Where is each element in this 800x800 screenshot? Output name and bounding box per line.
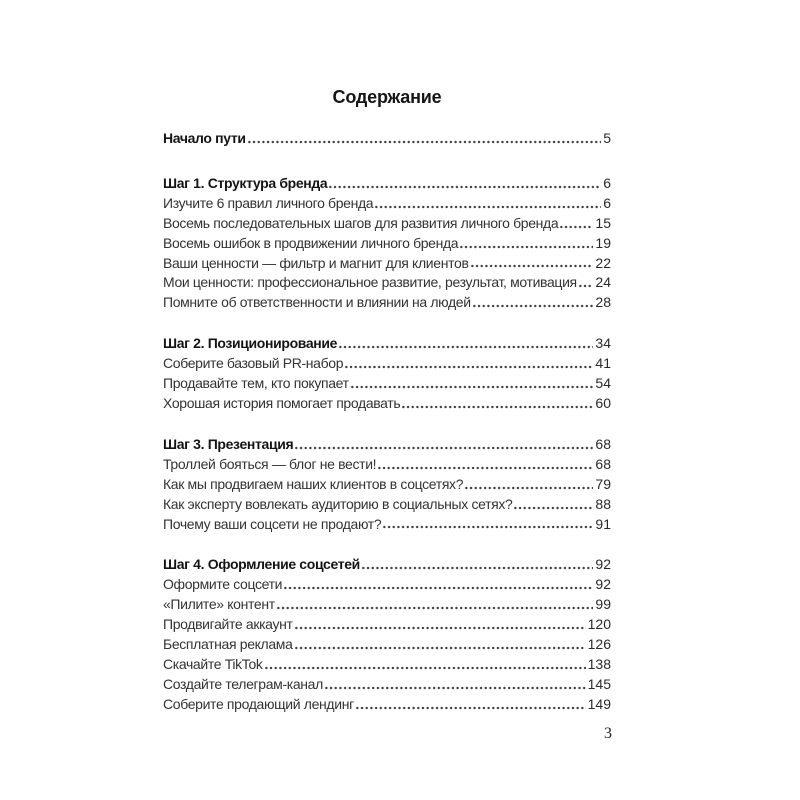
toc-entry <box>163 635 611 655</box>
dot-leader <box>350 374 594 394</box>
toc-entry-page: 6 <box>603 174 611 191</box>
dot-leader <box>459 234 593 254</box>
toc-entry-label: Мои ценности: профессиональное развитие, результат, мотивация <box>163 274 577 291</box>
dot-leader <box>294 635 586 655</box>
toc-entry-page: 68 <box>595 435 611 452</box>
toc-entry <box>163 515 611 535</box>
toc-entry <box>163 615 611 635</box>
toc-entry-page: 54 <box>595 375 611 392</box>
toc-entry <box>163 675 611 695</box>
toc-entry-page: 120 <box>587 616 611 633</box>
dot-leader <box>472 293 594 313</box>
toc-entry-label: Как мы продвигаем наших клиентов в соцсетях? <box>163 475 464 492</box>
dot-leader <box>324 675 586 695</box>
toc-entry-page: 92 <box>595 556 611 573</box>
toc-entry-label: Шаг 2. Позиционирование <box>163 335 338 352</box>
toc-entry-label: «Пилите» контент <box>163 596 275 613</box>
dot-leader <box>247 129 602 149</box>
dot-leader <box>338 334 593 354</box>
toc-entry-page: 41 <box>595 355 611 372</box>
toc-entry-label: Продавайте тем, кто покупает <box>163 375 349 392</box>
page-title: Содержание <box>332 87 442 107</box>
toc-entry-page: 138 <box>587 655 611 672</box>
toc-entry-page: 145 <box>587 675 611 692</box>
toc-entry-page: 99 <box>595 596 611 613</box>
dot-leader <box>283 575 593 595</box>
toc-section <box>163 129 611 149</box>
dot-leader <box>344 354 593 374</box>
toc-entry-label: Скачайте TikTok <box>163 655 263 672</box>
dot-leader <box>559 214 593 234</box>
toc-section <box>163 334 611 414</box>
toc-entry-label: Оформите соцсети <box>163 576 283 593</box>
toc-entry-page: 149 <box>587 695 611 712</box>
toc-entry-page: 79 <box>595 475 611 492</box>
toc-entry <box>163 334 611 354</box>
dot-leader <box>578 273 594 293</box>
toc-entry-page: 19 <box>595 234 611 251</box>
toc-entry-label: Как эксперту вовлекать аудиторию в социальных сетях? <box>163 495 513 512</box>
toc-entry <box>163 273 611 293</box>
toc-entry-page: 15 <box>595 214 611 231</box>
toc-entry <box>163 293 611 313</box>
toc-entry <box>163 129 611 149</box>
dot-leader <box>294 435 593 455</box>
toc-entry-label: Создайте телеграм-канал <box>163 675 323 692</box>
toc-entry <box>163 455 611 475</box>
toc-entry <box>163 555 611 575</box>
toc-entry-label: Продвигайте аккаунт <box>163 616 293 633</box>
dot-leader <box>470 254 594 274</box>
toc-entry-page: 5 <box>603 130 611 146</box>
toc-entry-label: Хорошая история помогает продавать <box>163 394 401 411</box>
toc-entry <box>163 394 611 414</box>
toc-section <box>163 174 611 313</box>
toc-entry-label: Соберите продающий лендинг <box>163 695 354 712</box>
toc-entry-page: 6 <box>603 194 611 211</box>
toc-entry <box>163 174 611 194</box>
toc-entry <box>163 475 611 495</box>
toc-entry-label: Помните об ответственности и влиянии на людей <box>163 294 471 311</box>
toc-entry <box>163 254 611 274</box>
toc-entry <box>163 695 611 715</box>
toc-entry <box>163 234 611 254</box>
toc-entry-page: 91 <box>595 515 611 532</box>
dot-leader <box>464 475 593 495</box>
toc-entry-label: Шаг 4. Оформление соцсетей <box>163 556 360 573</box>
dot-leader <box>401 394 593 414</box>
toc-entry-page: 88 <box>595 495 611 512</box>
toc-content <box>163 0 611 715</box>
toc-entry <box>163 655 611 675</box>
toc-entry-label: Шаг 1. Структура бренда <box>163 174 328 191</box>
page-number: 3 <box>604 725 612 742</box>
toc-entry <box>163 435 611 455</box>
toc-entry-page: 126 <box>587 636 611 653</box>
toc-entry-page: 60 <box>595 394 611 411</box>
toc-entry <box>163 595 611 615</box>
toc-entry <box>163 214 611 234</box>
toc-entry-label: Шаг 3. Презентация <box>163 435 294 452</box>
table-of-contents <box>163 129 611 715</box>
toc-entry-label: Начало пути <box>163 130 246 146</box>
toc-entry-label: Троллей бояться — блог не вести! <box>163 455 377 472</box>
dot-leader <box>276 595 594 615</box>
dot-leader <box>374 194 601 214</box>
toc-entry-label: Бесплатная реклама <box>163 636 293 653</box>
toc-entry <box>163 194 611 214</box>
dot-leader <box>264 655 586 675</box>
toc-entry-label: Восемь ошибок в продвижении личного бренда <box>163 234 459 251</box>
dot-leader <box>361 555 594 575</box>
toc-entry-page: 34 <box>595 335 611 352</box>
toc-entry-page: 68 <box>595 455 611 472</box>
toc-entry-label: Ваши ценности — фильтр и магнит для клиентов <box>163 254 469 271</box>
toc-section <box>163 435 611 535</box>
dot-leader <box>382 515 593 535</box>
toc-entry-label: Восемь последовательных шагов для развития личного бренда <box>163 214 559 231</box>
toc-entry-page: 28 <box>595 294 611 311</box>
toc-entry-label: Соберите базовый PR-набор <box>163 355 344 372</box>
toc-entry-label: Изучите 6 правил личного бренда <box>163 194 374 211</box>
dot-leader <box>328 174 601 194</box>
dot-leader <box>294 615 586 635</box>
toc-entry-page: 92 <box>595 576 611 593</box>
dot-leader <box>377 455 593 475</box>
toc-entry <box>163 495 611 515</box>
toc-section <box>163 555 611 714</box>
toc-entry-page: 22 <box>595 254 611 271</box>
toc-entry <box>163 354 611 374</box>
toc-entry-label: Почему ваши соцсети не продают? <box>163 515 382 532</box>
toc-entry <box>163 374 611 394</box>
dot-leader <box>355 695 586 715</box>
toc-entry <box>163 575 611 595</box>
dot-leader <box>513 495 593 515</box>
toc-entry-page: 24 <box>595 274 611 291</box>
